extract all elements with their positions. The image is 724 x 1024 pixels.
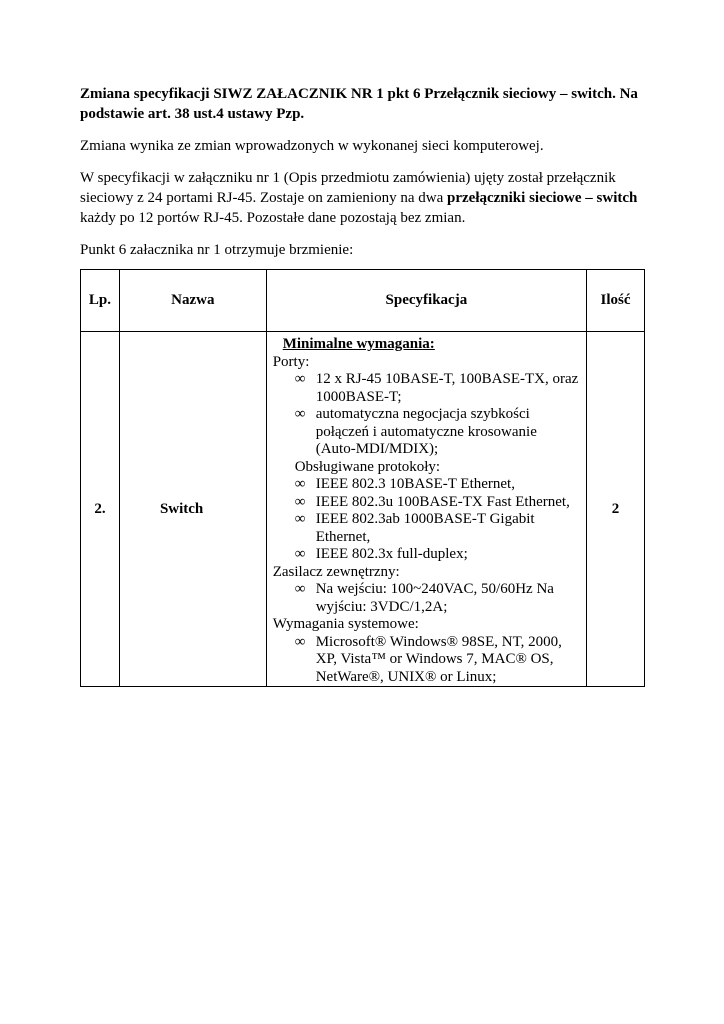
header-name: Nazwa: [119, 270, 266, 332]
header-qty: Ilość: [587, 270, 645, 332]
protocols-label: Obsługiwane protokoły:: [294, 458, 441, 475]
power-label: Zasilacz zewnętrzny:: [272, 563, 400, 580]
header-lp: Lp.: [81, 270, 120, 332]
spec-list-item: [273, 371, 580, 406]
document-body: [80, 84, 645, 260]
system-label: Wymagania systemowe:: [272, 616, 419, 632]
spec-list-item: [273, 511, 580, 546]
spec-list-item-text: Microsoft® Windows® 98SE, NT, 2000, XP, Vista™ or Windows 7, MAC® OS, NetWare®, UNIX® or Linux;: [315, 633, 562, 685]
spec-list-item-text: IEEE 802.3u 100BASE-TX Fast Ethernet,: [315, 493, 570, 510]
cell-name: Switch: [119, 332, 266, 687]
ports-label: Porty:: [272, 353, 310, 370]
document-heading: Zmiana specyfikacji SIWZ ZAŁACZNIK NR 1 pkt 6 Przełącznik sieciowy – switch. Na podstawie art. 38 ust.4 ustawy Pzp.: [80, 86, 638, 122]
cell-qty: 2: [587, 332, 645, 687]
spec-list-item: [273, 581, 580, 616]
paragraph-change-after: każdy po 12 portów RJ-45. Pozostałe dane pozostają bez zmian.: [80, 210, 466, 226]
table-row: [81, 332, 645, 687]
ports-list: [273, 371, 580, 459]
spec-list-item-text: automatyczna negocjacja szybkości połączeń i automatyczne krosowanie (Auto-MDI/MDIX);: [315, 406, 537, 457]
spec-list-item-text: Na wejściu: 100~240VAC, 50/60Hz Na wyjściu: 3VDC/1,2A;: [315, 581, 554, 615]
spec-list-item: [273, 494, 580, 512]
infinity-bullet-icon: ∞: [294, 371, 306, 387]
power-list: [273, 581, 580, 616]
cell-lp: 2.: [81, 332, 120, 687]
system-list: [273, 634, 580, 687]
infinity-bullet-icon: ∞: [294, 406, 306, 422]
paragraph-change-bold: przełączniki sieciowe – switch: [447, 190, 638, 206]
spec-list-item-text: IEEE 802.3ab 1000BASE-T Gigabit Ethernet,: [315, 511, 535, 545]
header-spec: Specyfikacja: [266, 270, 586, 332]
infinity-bullet-icon: ∞: [294, 493, 306, 510]
spec-list-item: [273, 546, 580, 564]
protocols-list: [273, 476, 580, 564]
spec-title: Minimalne wymagania:: [282, 336, 435, 352]
spec-table: [80, 269, 645, 687]
cell-spec: [266, 332, 586, 687]
paragraph-change: [80, 168, 645, 228]
paragraph-change-before: W specyfikacji w załączniku nr 1 (Opis przedmiotu zamówienia) ujęty został przełącznik sieciowy z 24 portami RJ-45. Zostaje on zamieniony na dwa: [80, 170, 616, 206]
paragraph-reason: Zmiana wynika ze zmian wprowadzonych w wykonanej sieci komputerowej.: [80, 138, 544, 154]
infinity-bullet-icon: ∞: [294, 581, 306, 597]
spec-list-item: [273, 406, 580, 459]
infinity-bullet-icon: ∞: [294, 476, 306, 492]
infinity-bullet-icon: ∞: [294, 546, 306, 562]
spec-list-item-text: 12 x RJ-45 10BASE-T, 100BASE-TX, oraz 1000BASE-T;: [315, 371, 579, 405]
spec-list-item: [273, 476, 580, 494]
spec-list-item: [273, 634, 580, 687]
infinity-bullet-icon: ∞: [294, 633, 306, 650]
spec-list-item-text: IEEE 802.3 10BASE-T Ethernet,: [315, 476, 515, 492]
spec-list-item-text: IEEE 802.3x full-duplex;: [315, 546, 468, 562]
table-header-row: [81, 270, 645, 332]
infinity-bullet-icon: ∞: [294, 511, 306, 527]
paragraph-intro: Punkt 6 załacznika nr 1 otrzymuje brzmienie:: [80, 242, 354, 258]
